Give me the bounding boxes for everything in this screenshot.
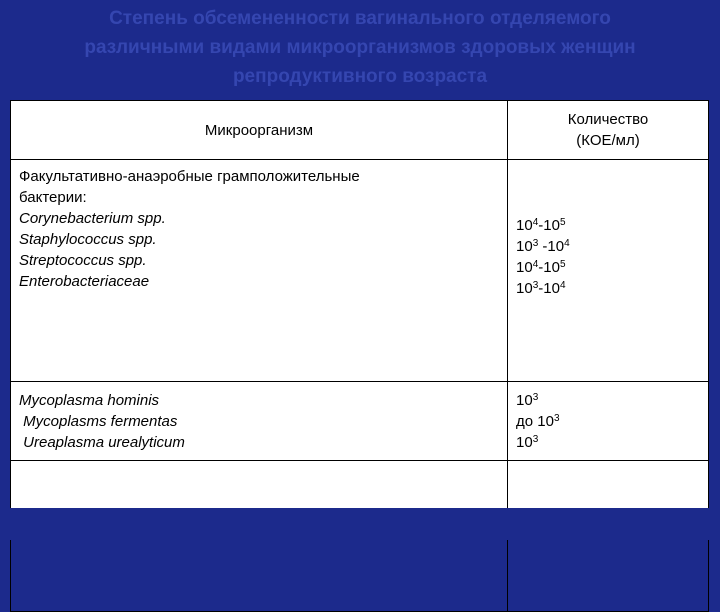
quantity-cell bbox=[508, 382, 709, 461]
group-heading-line2: бактерии: bbox=[19, 189, 87, 206]
title-line-1: Степень обсемененности вагинального отделяемого bbox=[109, 8, 611, 29]
quantity-cell bbox=[508, 160, 709, 382]
table-row bbox=[11, 382, 709, 461]
header-quantity-line1: Количество bbox=[567, 111, 649, 128]
organism-name: Ureaplasma urealyticum bbox=[19, 433, 185, 451]
quantity-value: $10^3$ bbox=[516, 391, 539, 409]
quantity-value: $10^4-10^5$ bbox=[516, 217, 566, 234]
group-heading-line1: Факультативно-анаэробные грамположительные bbox=[19, 168, 360, 185]
header-quantity-line2: (КОЕ/мл) bbox=[576, 132, 640, 149]
table-sheet bbox=[10, 100, 709, 508]
table-header-row bbox=[11, 101, 709, 160]
organism-name: Staphylococcus spp. bbox=[19, 231, 157, 248]
title-line-2: различными видами микроорганизмов здоровых женщин bbox=[84, 37, 636, 58]
organism-cell bbox=[11, 160, 508, 382]
organism-name: Mycoplasma hominis bbox=[19, 391, 160, 409]
table-row bbox=[11, 160, 709, 382]
quantity-value: $10^3-10^4$ bbox=[516, 280, 566, 297]
quantity-value: $10^3$ bbox=[516, 433, 539, 451]
organism-name: Enterobacteriaceae bbox=[19, 273, 150, 290]
quantity-value: $10^4-10^5$ bbox=[516, 259, 566, 276]
slide-title bbox=[0, 0, 720, 100]
footer-bar bbox=[0, 508, 720, 540]
organism-name: Streptococcus spp. bbox=[19, 252, 147, 269]
organism-cell bbox=[11, 382, 508, 461]
quantity-value: до $10^3$ bbox=[516, 412, 560, 430]
quantity-value: $10^3$ $-10^4$ bbox=[516, 238, 570, 255]
organism-name: Mycoplasms fermentas bbox=[19, 412, 178, 430]
header-quantity bbox=[508, 101, 709, 160]
title-line-3: репродуктивного возраста bbox=[232, 66, 488, 87]
header-organism: Микроорганизм bbox=[11, 101, 508, 160]
organism-name: Corynebacterium spp. bbox=[19, 210, 166, 227]
